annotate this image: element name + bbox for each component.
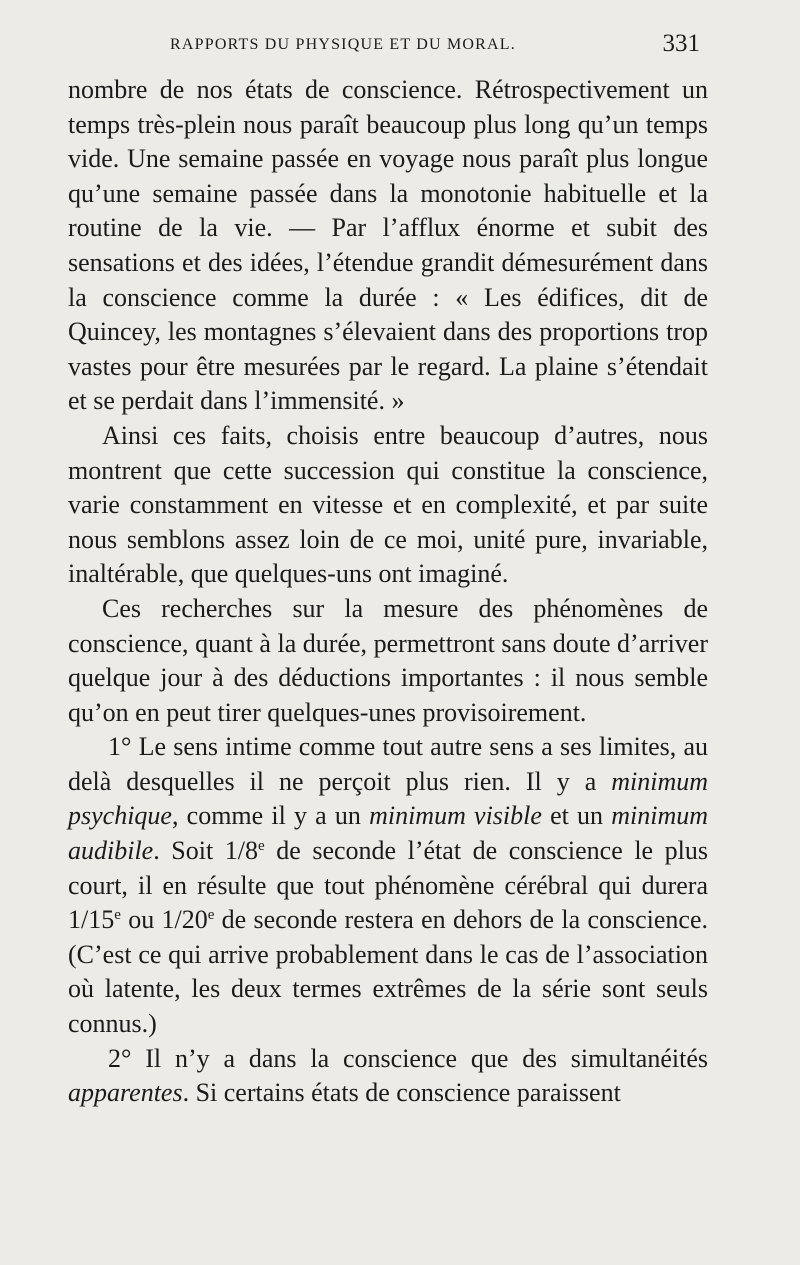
p4-sup-3: e bbox=[207, 907, 215, 924]
paragraph-3: Ces recherches sur la mesure des phénomènes de conscience, quant à la durée, permettront sans doute d’arriver quelque jour à des déductions importantes : il nous semble qu’on en peut tirer quelques-unes provisoirement. bbox=[68, 593, 708, 727]
running-head bbox=[70, 30, 700, 64]
running-title: RAPPORTS DU PHYSIQUE ET DU MORAL. bbox=[170, 36, 516, 53]
p4-text-m: de seconde restera en dehors de la conscience. (C’est ce qui arrive probablement dans le cas de l’association où latente, les deux termes extrêmes de la série sont seuls connus.) bbox=[68, 905, 708, 1039]
paragraph-2: Ainsi ces faits, choisis entre beaucoup d’autres, nous montrent que cette succession qui constitue la conscience, varie constamment en vitesse et en complexité, et par suite nous semblons assez loin de ce moi, unité pure, invariable, inaltérable, que quelques-uns ont imaginé. bbox=[68, 420, 708, 589]
p4-sup-1: e bbox=[257, 838, 265, 855]
paragraph-1: nombre de nos états de conscience. Rétrospectivement un temps très-plein nous paraît beaucoup plus long qu’un temps vide. Une semaine passée en voyage nous paraît plus longue qu’une semaine passée dans la monotonie habituelle et la routine de la vie. — Par l’afflux énorme et subit des sensations et des idées, l’étendue grandit démesurément dans la conscience comme la durée : « Les édifices, dit de Quincey, les montagnes s’élevaient dans des proportions trop vastes pour être mesurées par le regard. La plaine s’étendait et se perdait dans l’immensité. » bbox=[68, 75, 708, 416]
p4-italic-minimum-visible: minimum visible bbox=[369, 801, 542, 831]
p4-text-g: . Soit 1/8 bbox=[153, 836, 258, 866]
p4-text-c: , comme il y a un bbox=[171, 801, 370, 831]
p4-text-e: et un bbox=[541, 801, 612, 831]
paragraph-4 bbox=[68, 730, 708, 1041]
page-number: 331 bbox=[662, 30, 700, 57]
p4-text-i: de seconde l’état de conscience le plus court, il en résulte que tout phénomène cérébral qui durera 1/15 bbox=[68, 836, 708, 935]
p4-sup-2: e bbox=[114, 907, 121, 924]
p4-italic-minimum-psychique: minimum psychique bbox=[68, 766, 708, 831]
p5-italic-apparentes: apparentes bbox=[68, 1078, 183, 1108]
p5-text-c: . Si certains états de conscience paraissent bbox=[182, 1078, 621, 1108]
p4-text-a: 1° Le sens intime comme tout autre sens a ses limites, au delà desquelles il ne perçoit plus rien. Il y a bbox=[68, 732, 708, 796]
p5-text-a: 2° Il n’y a dans la conscience que des simultanéités bbox=[108, 1043, 708, 1073]
body-text bbox=[68, 73, 708, 1111]
p4-italic-minimum-audibile: minimum audibile bbox=[68, 801, 708, 866]
p4-text-k: ou 1/20 bbox=[120, 905, 208, 935]
paragraph-5 bbox=[68, 1042, 708, 1111]
